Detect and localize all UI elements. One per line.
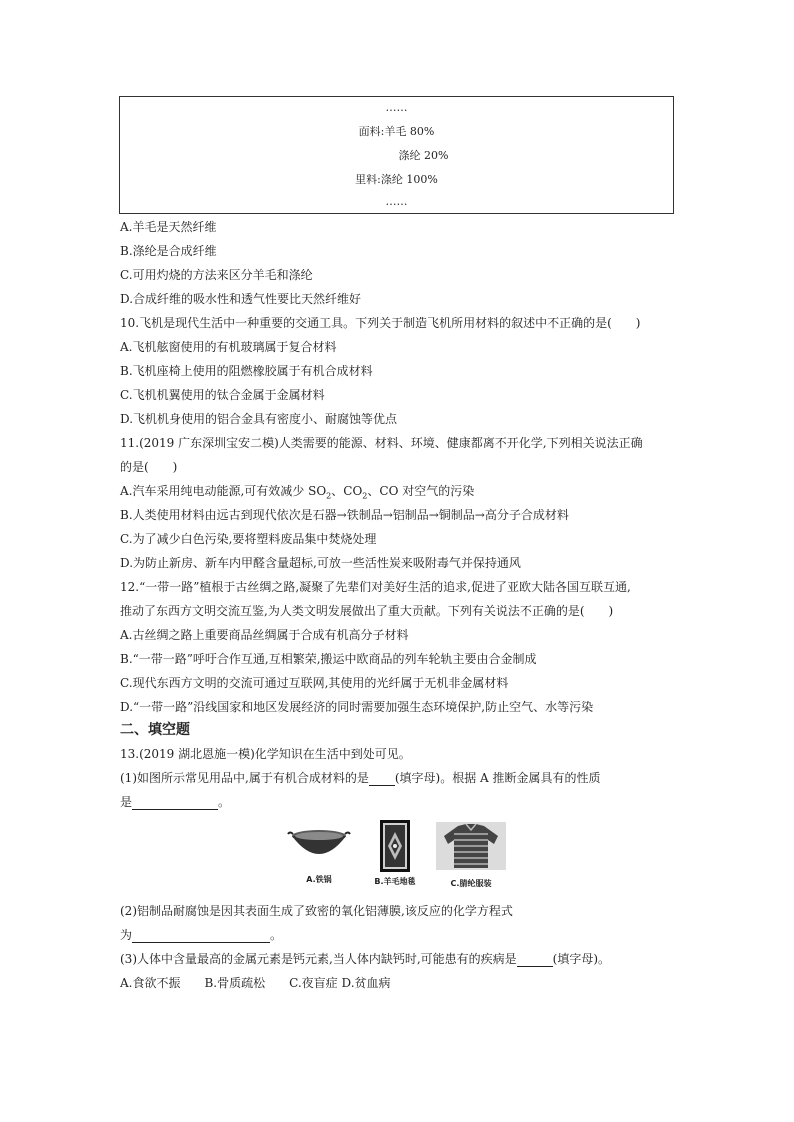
q10-stem: 10.飞机是现代生活中一种重要的交通工具。下列关于制造飞机所用材料的叙述中不正确的是( ) — [120, 316, 641, 330]
q13-part2-period: 。 — [270, 928, 283, 942]
figure-iron-wok — [286, 822, 352, 885]
q10-option-d: D.飞机机身使用的铝合金具有密度小、耐腐蚀等优点 — [120, 412, 398, 426]
q9-option-b: B.涤纶是合成纤维 — [120, 244, 217, 258]
q13-part3-line — [120, 951, 610, 967]
q13-part2-line1: (2)铝制品耐腐蚀是因其表面生成了致密的氧化铝薄膜,该反应的化学方程式 — [120, 904, 513, 918]
so2-subscript: 2 — [326, 491, 332, 501]
sweater-icon — [436, 822, 506, 870]
q12-option-a: A.古丝绸之路上重要商品丝绸属于合成有机高分子材料 — [120, 628, 409, 642]
label-dots-bottom: …… — [385, 195, 408, 208]
q12-stem-line2: 推动了东西方文明交流互鉴,为人类文明发展做出了重大贡献。下列有关说法不正确的是( ) — [120, 604, 614, 618]
clothing-label-box — [119, 96, 674, 214]
figure-b-caption: B.羊毛地毯 — [374, 877, 416, 886]
q11-option-a-text: A.汽车采用纯电动能源,可有效减少 SO — [120, 484, 327, 498]
q9-option-c: C.可用灼烧的方法来区分羊毛和涤纶 — [120, 268, 313, 282]
q10-option-c: C.飞机机翼使用的钛合金属于金属材料 — [120, 388, 325, 402]
label-fabric-wool: 面料:羊毛 80% — [358, 125, 435, 138]
q13-part2-line2 — [120, 927, 282, 943]
q13-metal-property-blank[interactable] — [132, 797, 218, 810]
q13-part3-options: A.食欲不振 B.骨质疏松 C.夜盲症 D.贫血病 — [120, 976, 391, 990]
q13-part1-line2 — [120, 794, 230, 810]
q11-option-a — [120, 483, 474, 504]
figure-acrylic-sweater — [436, 822, 506, 889]
q11-option-a-text-end: 、CO 对空气的污染 — [367, 484, 475, 498]
iron-wok-icon — [286, 822, 352, 868]
q11-stem-line1: 11.(2019 广东深圳宝安二模)人类需要的能源、材料、环境、健康都离不开化学,下列相关说法正确 — [120, 436, 643, 450]
label-fabric-polyester: 涤纶 20% — [398, 149, 449, 162]
q12-option-b: B.“一带一路”呼吁合作互通,互相繁荣,搬运中欧商品的列车轮轨主要由合金制成 — [120, 652, 537, 666]
figure-wool-carpet — [374, 820, 416, 887]
section-fill-in-blank-heading: 二、填空题 — [120, 722, 190, 738]
co2-subscript: 2 — [362, 491, 368, 501]
figure-a-caption: A.铁锅 — [306, 875, 332, 884]
q13-part1-answer-blank[interactable] — [369, 773, 395, 786]
q9-option-a: A.羊毛是天然纤维 — [120, 220, 217, 234]
q12-option-c: C.现代东西方文明的交流可通过互联网,其使用的光纤属于无机非金属材料 — [120, 676, 509, 690]
q9-option-d: D.合成纤维的吸水性和透气性要比天然纤维好 — [120, 292, 362, 306]
q13-part1-prefix: 是 — [120, 795, 133, 809]
q11-option-d: D.为防止新房、新车内甲醛含量超标,可放一些活性炭来吸附毒气并保持通风 — [120, 556, 521, 570]
q11-option-a-text-mid: 、CO — [331, 484, 363, 498]
q11-stem-line2: 的是( ) — [120, 460, 178, 474]
q13-disease-answer-blank[interactable] — [517, 954, 553, 967]
q12-option-d: D.“一带一路”沿线国家和地区发展经济的同时需要加强生态环境保护,防止空气、水等污染 — [120, 700, 594, 714]
q10-option-b: B.飞机座椅上使用的阻燃橡胶属于有机合成材料 — [120, 364, 373, 378]
wool-carpet-icon — [380, 820, 410, 872]
q11-option-c: C.为了减少白色污染,要将塑料废品集中焚烧处理 — [120, 532, 377, 546]
q12-stem-line1: 12.“一带一路”植根于古丝绸之路,凝聚了先辈们对美好生活的追求,促进了亚欧大陆各国互联互通, — [120, 580, 631, 594]
label-dots-top: …… — [385, 101, 408, 114]
label-lining: 里料:涤纶 100% — [355, 173, 438, 186]
q13-part1-text-cont: (填字母)。根据 A 推断金属具有的性质 — [394, 771, 601, 785]
figure-c-caption: C.腈纶服装 — [450, 879, 492, 888]
q13-part1-line1 — [120, 770, 601, 786]
q13-part1-text: (1)如图所示常见用品中,属于有机合成材料的是 — [120, 771, 369, 785]
q13-chemical-equation-blank[interactable] — [132, 930, 270, 943]
q13-part3-text: (3)人体中含量最高的金属元素是钙元素,当人体内缺钙时,可能患有的疾病是 — [120, 952, 517, 966]
q10-option-a: A.飞机舷窗使用的有机玻璃属于复合材料 — [120, 340, 337, 354]
q13-part1-period: 。 — [218, 795, 231, 809]
q13-part3-text-cont: (填字母)。 — [552, 952, 611, 966]
q13-part2-prefix: 为 — [120, 928, 133, 942]
q13-stem: 13.(2019 湖北恩施一模)化学知识在生活中到处可见。 — [120, 747, 411, 761]
q11-option-b: B.人类使用材料由远古到现代依次是石器→铁制品→铝制品→铜制品→高分子合成材料 — [120, 508, 569, 522]
